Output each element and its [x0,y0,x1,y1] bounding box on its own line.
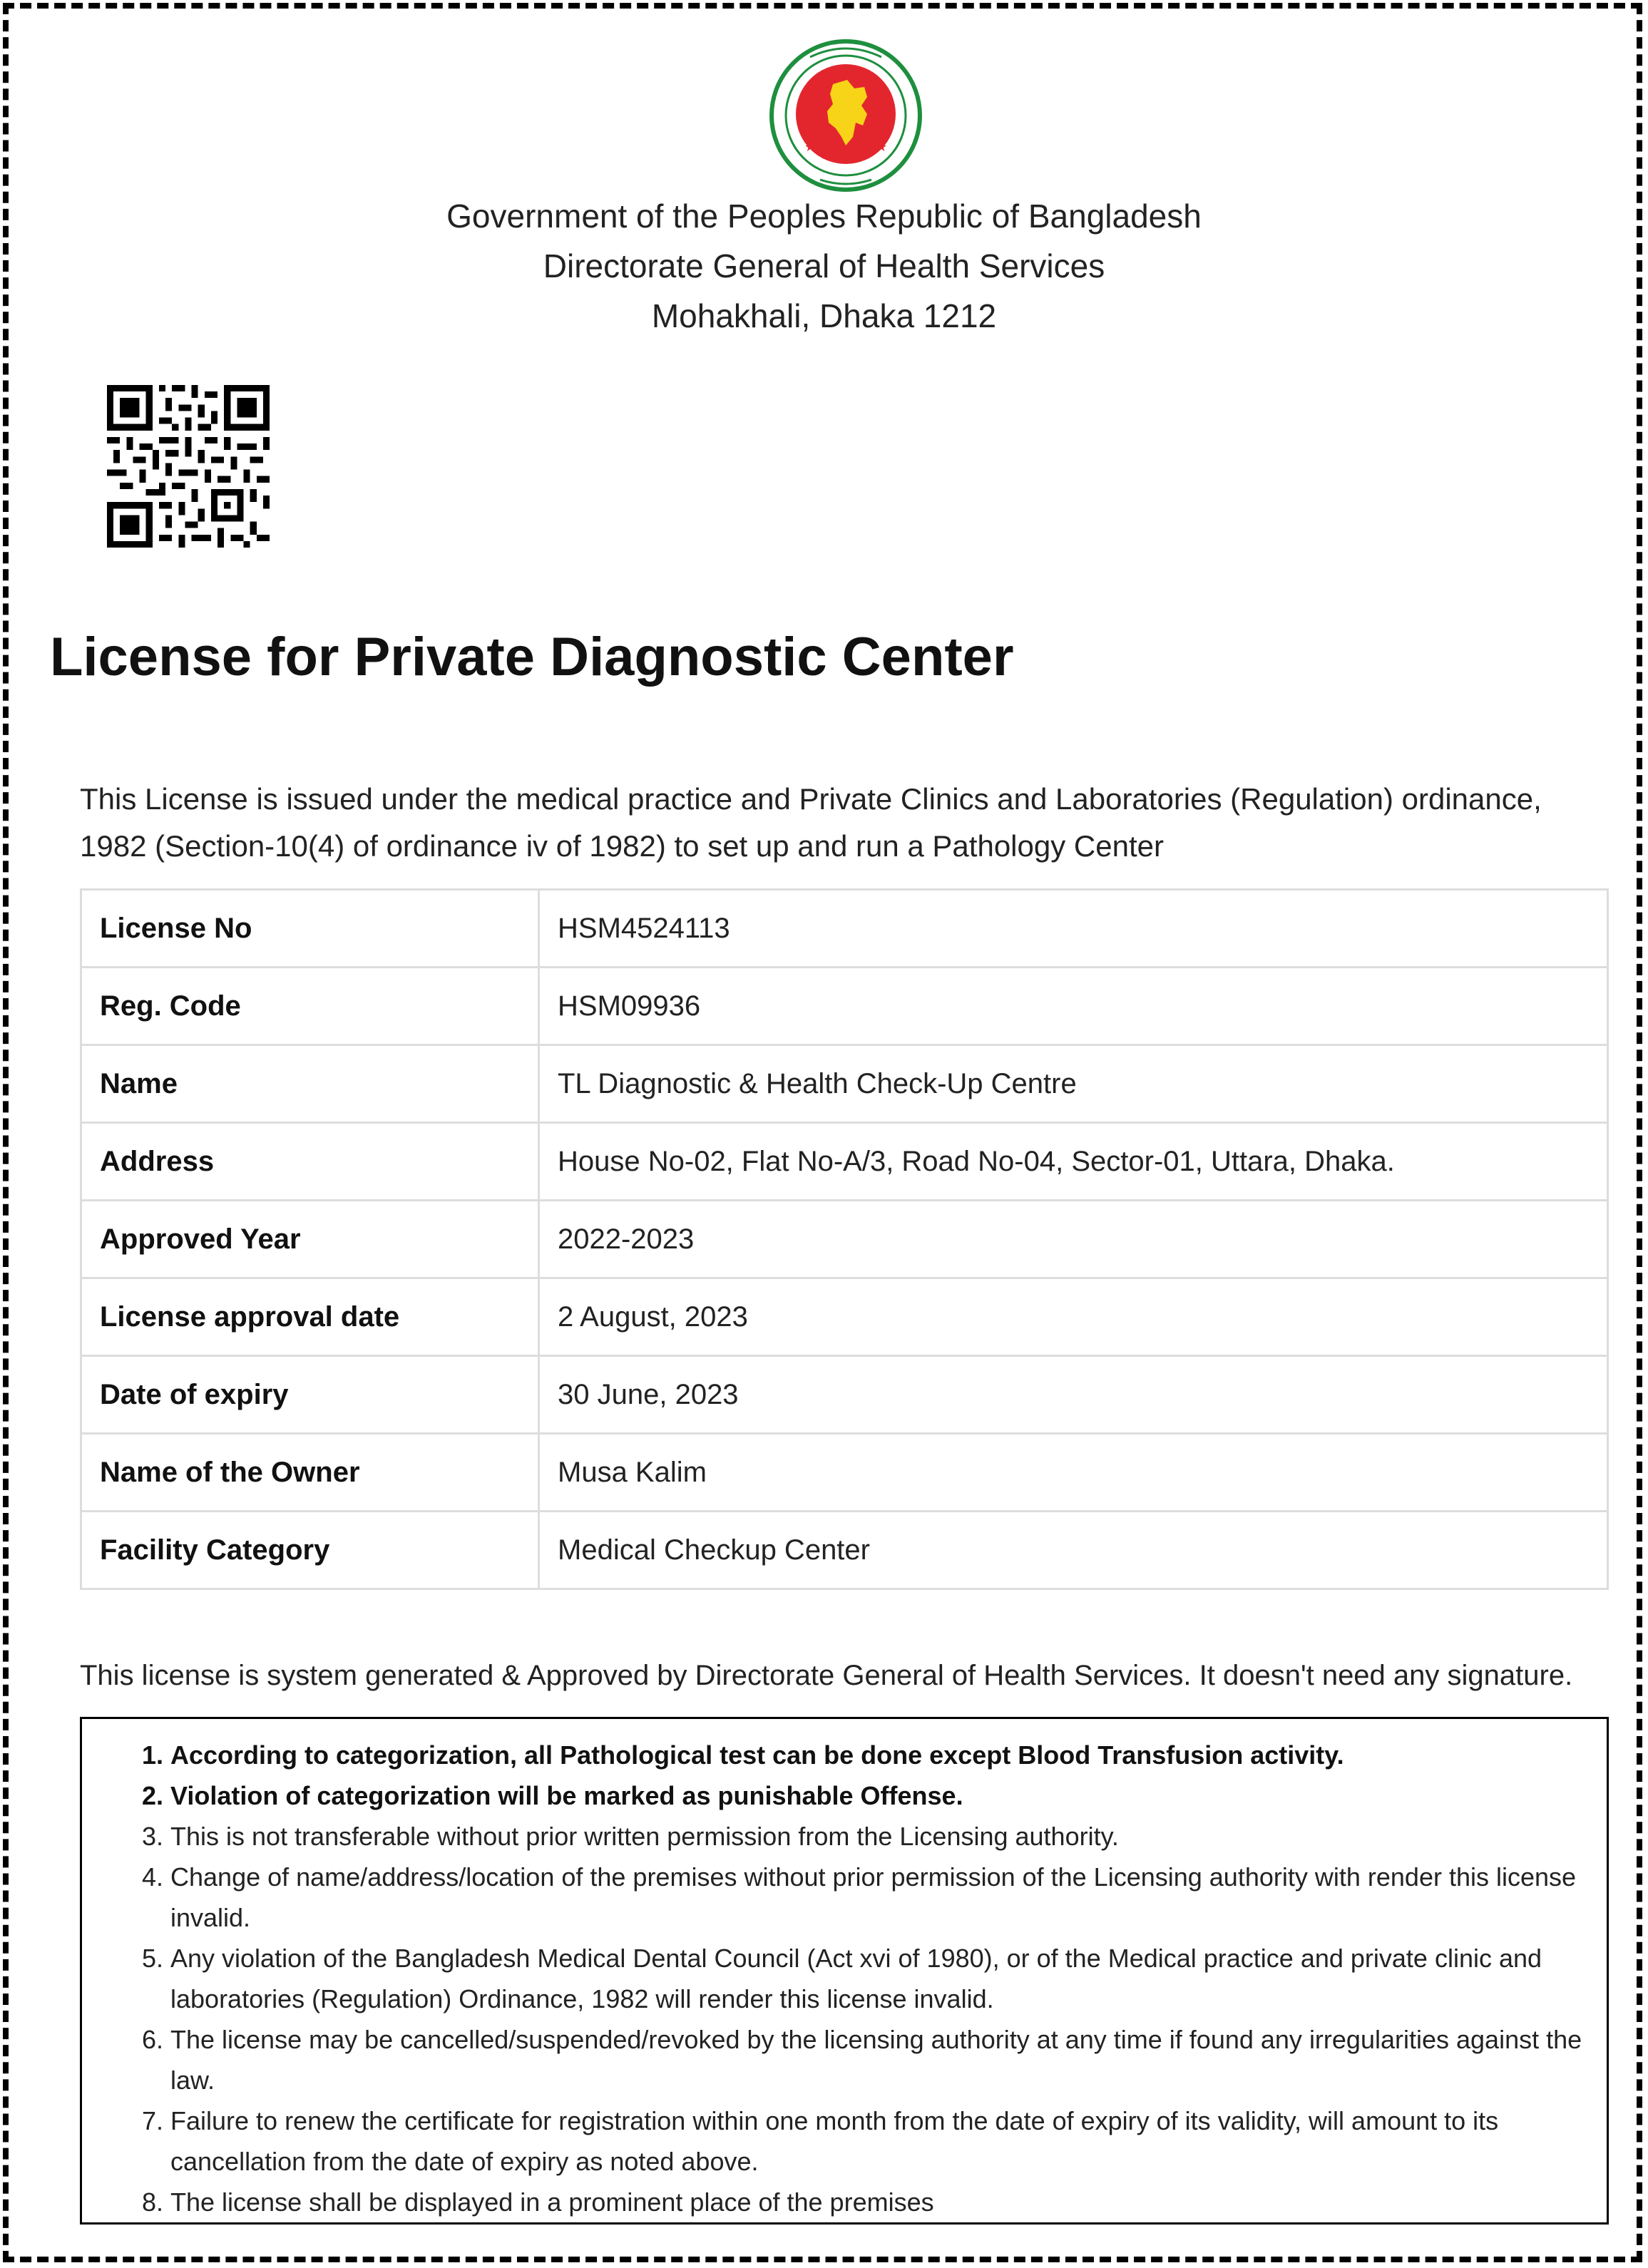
reg-code-label: Reg. Code [81,968,539,1045]
qr-code [107,385,270,548]
table-row [81,1278,1608,1356]
table-row [81,1434,1608,1512]
facility-category-label: Facility Category [81,1512,539,1589]
address-label: Address [81,1123,539,1201]
list-item: 3. This is not transferable without prior written permission from the Licensing authority. [170,1816,1585,1857]
issuer-government: Government of the Peoples Republic of Bangladesh [446,197,1202,235]
issuer-address: Mohakhali, Dhaka 1212 [651,297,997,334]
owner-name-label: Name of the Owner [81,1434,539,1512]
name-value: TL Diagnostic & Health Check-Up Centre [539,1045,1608,1123]
table-row [81,1356,1608,1434]
owner-name-value: Musa Kalim [539,1434,1608,1512]
table-row [81,968,1608,1045]
approved-year-label: Approved Year [81,1201,539,1278]
table-row [81,890,1608,968]
list-item: 6. The license may be cancelled/suspended/revoked by the licensing authority at any time if found any irregularities against the law. [170,2019,1585,2100]
approval-date-label: License approval date [81,1278,539,1356]
svg-text:★: ★ [876,140,888,154]
name-label: Name [81,1045,539,1123]
expiry-date-label: Date of expiry [81,1356,539,1434]
terms-box [80,1717,1609,2225]
license-no-value: HSM4524113 [539,890,1608,968]
government-emblem [767,37,924,194]
list-item: 7. Failure to renew the certificate for registration within one month from the date of expiry of its validity, will amount to its cancellation from the date of expiry as noted above. [170,2100,1585,2182]
issuer-directorate: Directorate General of Health Services [543,247,1105,284]
license-intro: This License is issued under the medical practice and Private Clinics and Laboratories (Regulation) ordinance, 1982 (Section-10(4) of ordinance iv of 1982) to set up and run a Pathology Center [80,782,1542,863]
table-row [81,1123,1608,1201]
expiry-date-value: 30 June, 2023 [539,1356,1608,1434]
approved-year-value: 2022-2023 [539,1201,1608,1278]
table-row [81,1045,1608,1123]
list-item: 8. The license shall be displayed in a prominent place of the premises [170,2182,1585,2222]
license-title: License for Private Diagnostic Center [50,627,1014,687]
list-item: 5. Any violation of the Bangladesh Medical Dental Council (Act xvi of 1980), or of the Medical practice and private clinic and laboratories (Regulation) Ordinance, 1982 will render this license invalid. [170,1938,1585,2019]
list-item: 2. Violation of categorization will be marked as punishable Offense. [170,1775,1585,1816]
table-row [81,1512,1608,1589]
license-no-label: License No [81,890,539,968]
issuer-header [0,191,1648,341]
terms-list [82,1719,1607,2222]
svg-text:★: ★ [804,140,817,154]
approval-date-value: 2 August, 2023 [539,1278,1608,1356]
license-details-table [80,888,1609,1590]
list-item: 1. According to categorization, all Pathological test can be done except Blood Transfusion activity. [170,1735,1585,1775]
reg-code-value: HSM09936 [539,968,1608,1045]
list-item: 4. Change of name/address/location of the premises without prior permission of the Licensing authority with render this license invalid. [170,1857,1585,1938]
table-row [81,1201,1608,1278]
facility-category-value: Medical Checkup Center [539,1512,1608,1589]
address-value: House No-02, Flat No-A/3, Road No-04, Sector-01, Uttara, Dhaka. [539,1123,1608,1201]
system-generated-note: This license is system generated & Approved by Directorate General of Health Services. It doesn't need any signature. [80,1660,1573,1691]
